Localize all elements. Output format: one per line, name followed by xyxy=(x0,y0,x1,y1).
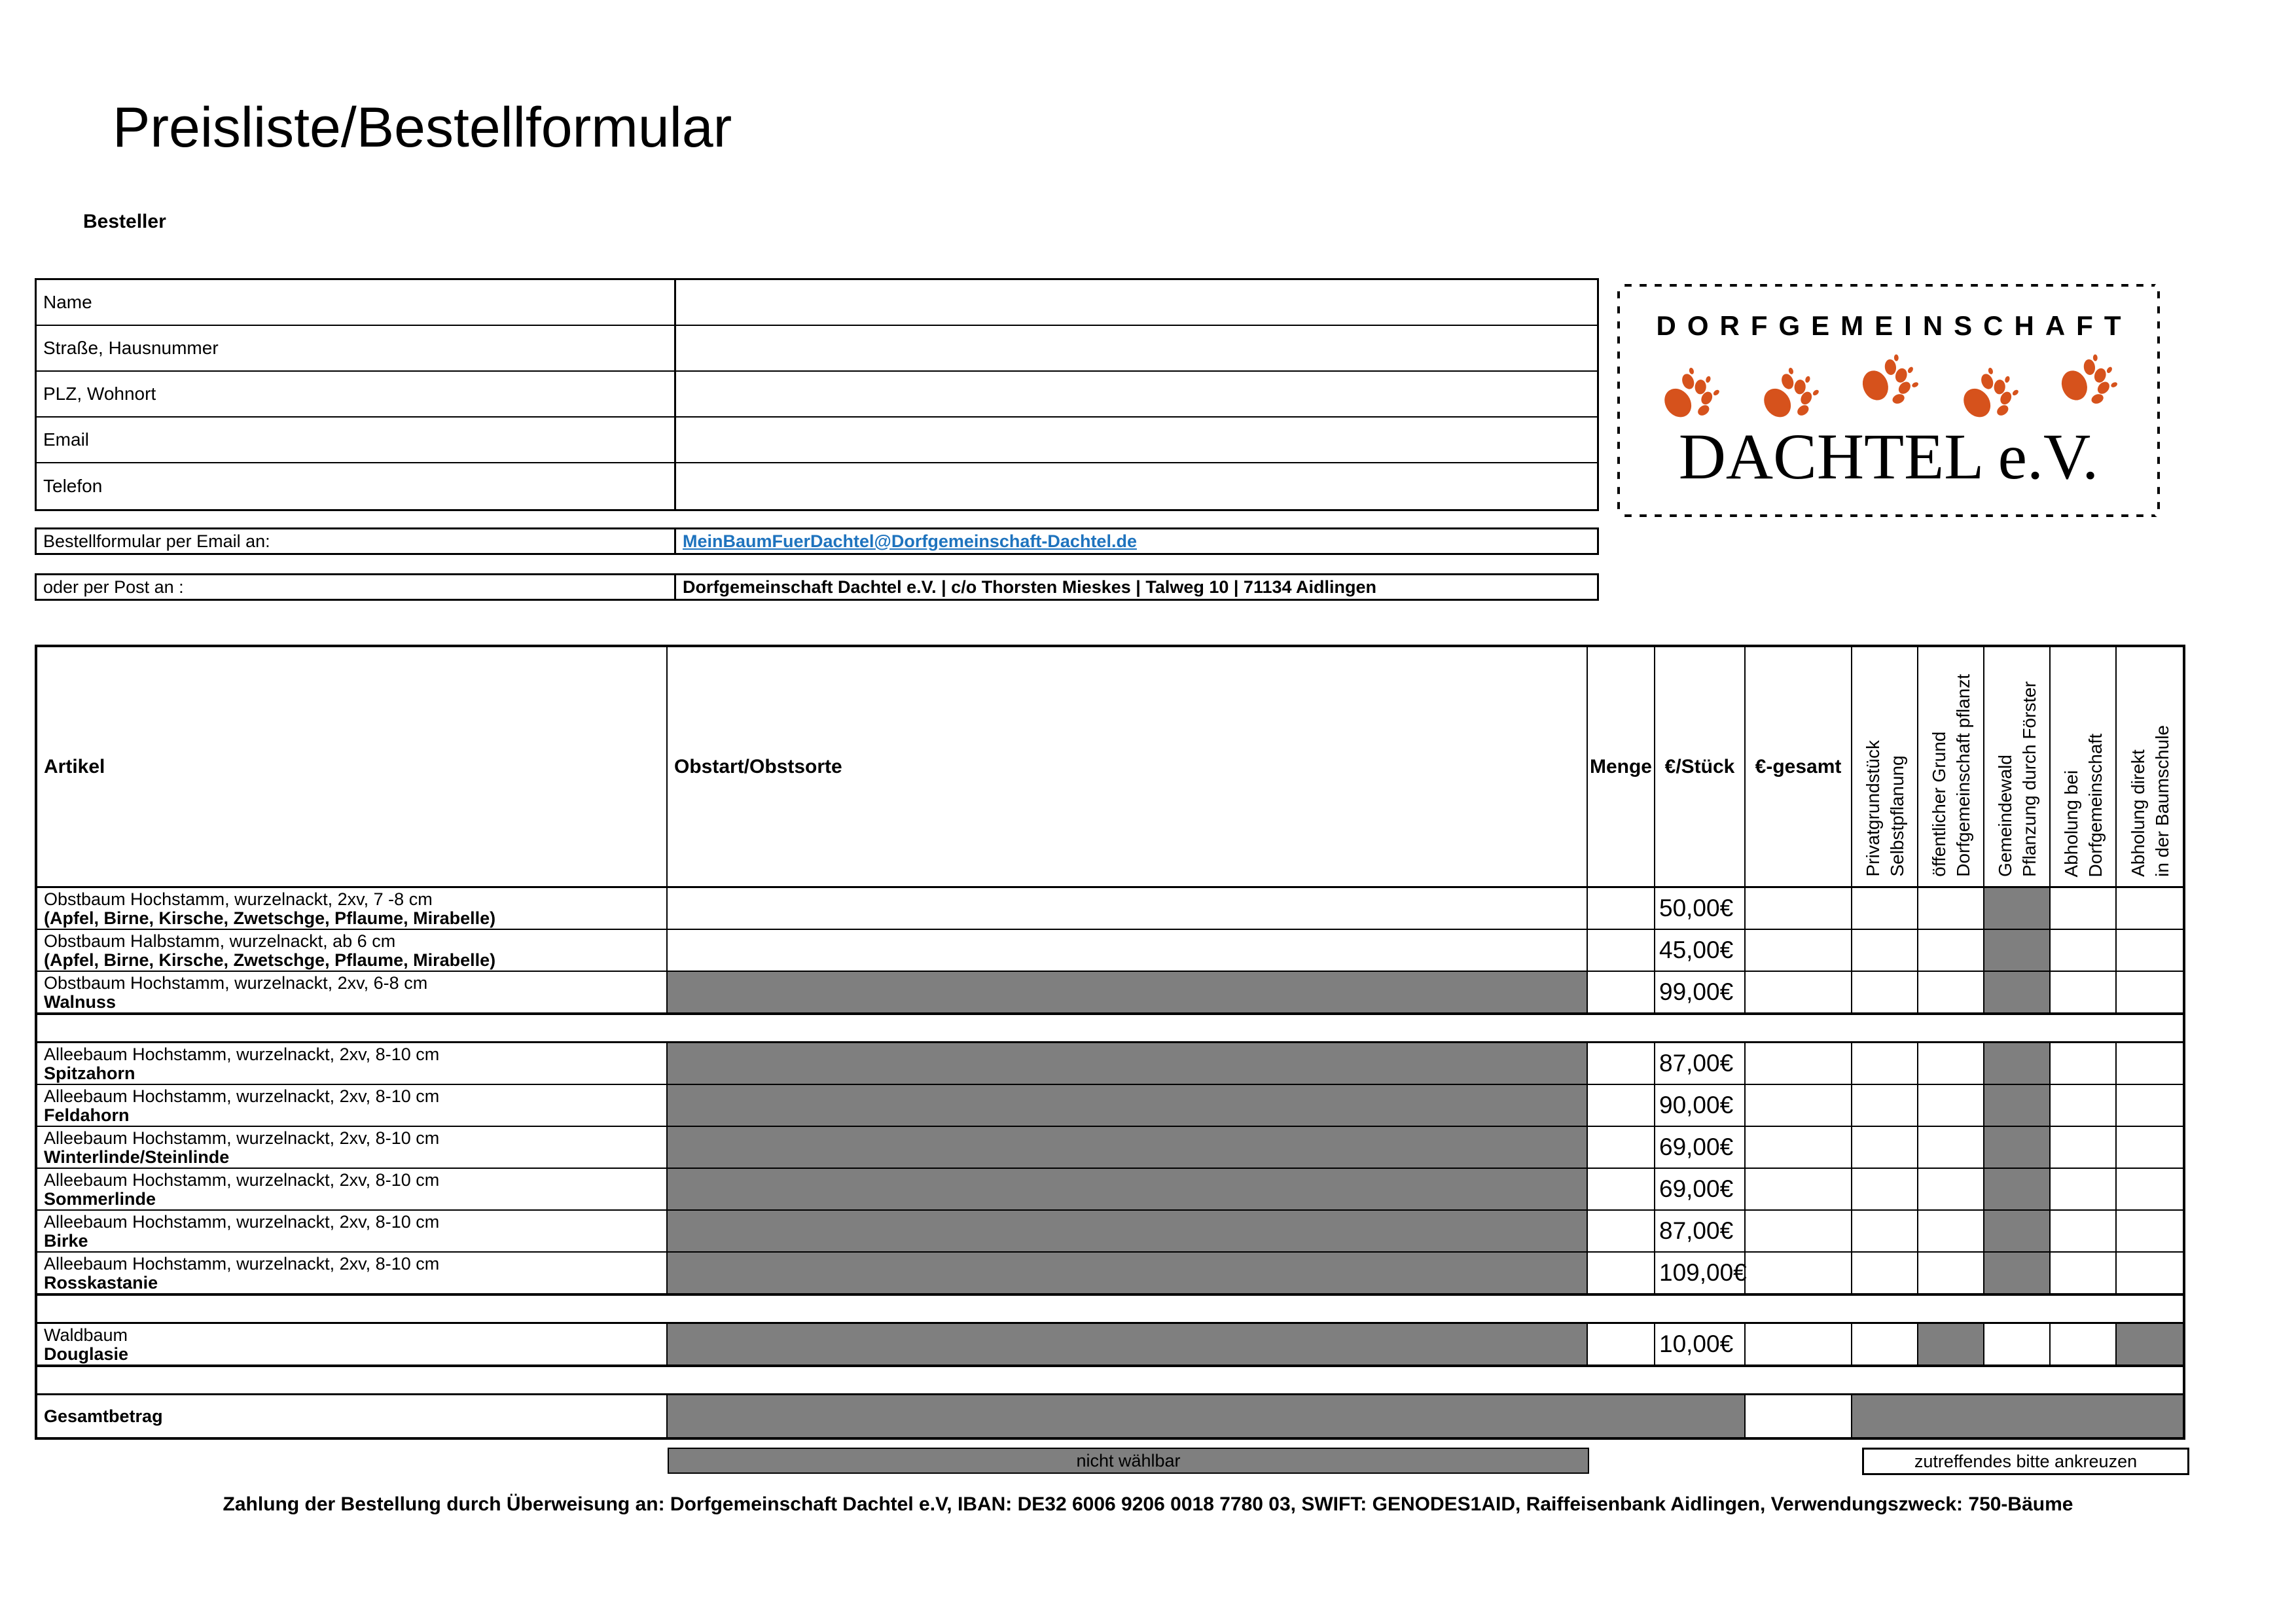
artikel-cell: Alleebaum Hochstamm, wurzelnackt, 2xv, 8-10 cm Sommerlinde xyxy=(37,1169,668,1211)
menge-input-cell[interactable] xyxy=(1588,930,1655,972)
obstsorte-cell xyxy=(668,1169,1588,1211)
option-checkbox-cell-1[interactable] xyxy=(1852,1211,1918,1253)
besteller-form-row xyxy=(37,326,1597,372)
option-checkbox-cell-1[interactable] xyxy=(1852,1127,1918,1169)
paw-print-icon xyxy=(1954,358,2023,427)
obstsorte-cell[interactable] xyxy=(668,888,1588,930)
option-checkbox-cell-4[interactable] xyxy=(2051,1043,2117,1085)
total-price-cell[interactable] xyxy=(1746,888,1852,930)
field-label-2: Straße, Hausnummer xyxy=(37,326,676,370)
section-gap-row xyxy=(37,1014,2183,1043)
total-price-cell[interactable] xyxy=(1746,1127,1852,1169)
artikel-cell: Alleebaum Hochstamm, wurzelnackt, 2xv, 8-10 cm Rosskastanie xyxy=(37,1253,668,1294)
column-header-preis-gesamt: €-gesamt xyxy=(1746,647,1852,888)
field-label-3: PLZ, Wohnort xyxy=(37,372,676,416)
option-checkbox-cell-4[interactable] xyxy=(2051,1169,2117,1211)
obstsorte-cell[interactable] xyxy=(668,930,1588,972)
option-checkbox-cell-3 xyxy=(1984,1169,2051,1211)
obstsorte-cell xyxy=(668,1127,1588,1169)
option-checkbox-cell-3 xyxy=(1984,930,2051,972)
total-price-cell[interactable] xyxy=(1746,1085,1852,1127)
column-header-option-1 xyxy=(1852,647,1918,888)
artikel-cell: Obstbaum Hochstamm, wurzelnackt, 2xv, 7 -8 cm (Apfel, Birne, Kirsche, Zwetschge, Pflaume, Mirabelle) xyxy=(37,888,668,930)
field-label-5: Telefon xyxy=(37,463,676,509)
option-checkbox-cell-2[interactable] xyxy=(1918,1127,1984,1169)
logo-org-name: DORFGEMEINSCHAFT xyxy=(1656,310,2132,341)
option-checkbox-cell-2[interactable] xyxy=(1918,1043,1984,1085)
obstsorte-cell xyxy=(668,1085,1588,1127)
paw-print-icon xyxy=(1754,358,1823,427)
option-checkbox-cell-5 xyxy=(2117,1324,2183,1366)
price-per-piece-cell: 10,00€ xyxy=(1655,1324,1746,1366)
option-checkbox-cell-2[interactable] xyxy=(1918,972,1984,1014)
option-checkbox-cell-3 xyxy=(1984,1211,2051,1253)
artikel-cell: Alleebaum Hochstamm, wurzelnackt, 2xv, 8-10 cm Feldahorn xyxy=(37,1085,668,1127)
stamp-perforation-top xyxy=(1613,279,2164,292)
total-price-cell[interactable] xyxy=(1746,972,1852,1014)
post-contact-value: Dorfgemeinschaft Dachtel e.V. | c/o Thorsten Mieskes | Talweg 10 | 71134 Aidlingen xyxy=(683,577,1377,597)
option-checkbox-cell-4[interactable] xyxy=(2051,972,2117,1014)
option-checkbox-cell-3[interactable] xyxy=(1984,1324,2051,1366)
email-contact-label: Bestellformular per Email an: xyxy=(37,529,676,553)
option-checkbox-cell-1[interactable] xyxy=(1852,1169,1918,1211)
option-checkbox-cell-3 xyxy=(1984,888,2051,930)
option-checkbox-cell-3 xyxy=(1984,1085,2051,1127)
email-link[interactable]: MeinBaumFuerDachtel@Dorfgemeinschaft-Dachtel.de xyxy=(683,531,1137,551)
total-price-cell[interactable] xyxy=(1746,1253,1852,1294)
obstsorte-cell xyxy=(668,1043,1588,1085)
option-checkbox-cell-2[interactable] xyxy=(1918,1085,1984,1127)
price-per-piece-cell: 109,00€ xyxy=(1655,1253,1746,1294)
option-checkbox-cell-1[interactable] xyxy=(1852,930,1918,972)
paw-print-icon xyxy=(2053,343,2123,414)
column-header-menge: Menge xyxy=(1588,647,1655,888)
price-per-piece-cell: 45,00€ xyxy=(1655,930,1746,972)
not-selectable-legend: nicht wählbar xyxy=(668,1448,1589,1474)
column-header-option-5 xyxy=(2117,647,2183,888)
paw-print-icon xyxy=(1853,343,1924,414)
option-header-text: Gemeindewald Pflanzung durch Förster xyxy=(1994,681,2039,877)
menge-input-cell[interactable] xyxy=(1588,1253,1655,1294)
menge-input-cell[interactable] xyxy=(1588,888,1655,930)
option-checkbox-cell-2[interactable] xyxy=(1918,888,1984,930)
total-amount-cell[interactable] xyxy=(1746,1395,1852,1437)
artikel-cell: Alleebaum Hochstamm, wurzelnackt, 2xv, 8-10 cm Birke xyxy=(37,1211,668,1253)
price-per-piece-cell: 87,00€ xyxy=(1655,1211,1746,1253)
price-per-piece-cell: 99,00€ xyxy=(1655,972,1746,1014)
field-input-1[interactable] xyxy=(676,280,1597,325)
column-header-artikel: Artikel xyxy=(37,647,668,888)
besteller-form-row xyxy=(37,280,1597,326)
menge-input-cell[interactable] xyxy=(1588,1324,1655,1366)
option-checkbox-cell-2 xyxy=(1918,1324,1984,1366)
option-checkbox-cell-3 xyxy=(1984,1253,2051,1294)
logo-village-name: DACHTEL e.V. xyxy=(1678,420,2099,493)
column-header-option-2 xyxy=(1918,647,1984,888)
option-checkbox-cell-2[interactable] xyxy=(1918,1253,1984,1294)
option-checkbox-cell-4[interactable] xyxy=(2051,1211,2117,1253)
option-checkbox-cell-2[interactable] xyxy=(1918,1169,1984,1211)
price-per-piece-cell: 90,00€ xyxy=(1655,1085,1746,1127)
option-checkbox-cell-5[interactable] xyxy=(2117,1169,2183,1211)
option-checkbox-cell-5[interactable] xyxy=(2117,1253,2183,1294)
besteller-form-row xyxy=(37,463,1597,509)
option-header-text: Abholung direkt in der Baumschule xyxy=(2127,725,2172,877)
price-per-piece-cell: 69,00€ xyxy=(1655,1127,1746,1169)
option-checkbox-cell-5[interactable] xyxy=(2117,1085,2183,1127)
paw-prints-row xyxy=(1620,352,2157,418)
total-price-cell[interactable] xyxy=(1746,1169,1852,1211)
column-header-option-3 xyxy=(1984,647,2051,888)
option-checkbox-cell-1[interactable] xyxy=(1852,1324,1918,1366)
field-label-1: Name xyxy=(37,280,676,325)
section-gap-row xyxy=(37,1294,2183,1324)
email-contact-row xyxy=(35,527,1599,555)
total-price-cell[interactable] xyxy=(1746,1211,1852,1253)
price-per-piece-cell: 87,00€ xyxy=(1655,1043,1746,1085)
price-per-piece-cell: 69,00€ xyxy=(1655,1169,1746,1211)
logo-stamp xyxy=(1617,284,2160,517)
artikel-cell: Alleebaum Hochstamm, wurzelnackt, 2xv, 8-10 cm Winterlinde/Steinlinde xyxy=(37,1127,668,1169)
option-checkbox-cell-1[interactable] xyxy=(1852,972,1918,1014)
artikel-cell: Alleebaum Hochstamm, wurzelnackt, 2xv, 8-10 cm Spitzahorn xyxy=(37,1043,668,1085)
column-header-option-4 xyxy=(2051,647,2117,888)
post-contact-label: oder per Post an : xyxy=(37,575,676,599)
menge-input-cell[interactable] xyxy=(1588,1211,1655,1253)
option-checkbox-cell-5[interactable] xyxy=(2117,930,2183,972)
menge-input-cell[interactable] xyxy=(1588,972,1655,1014)
menge-input-cell[interactable] xyxy=(1588,1085,1655,1127)
email-contact-value xyxy=(676,529,1597,553)
total-blocked-cell xyxy=(668,1395,1746,1437)
menge-input-cell[interactable] xyxy=(1588,1127,1655,1169)
besteller-form-table xyxy=(35,278,1599,511)
paw-print-icon xyxy=(1655,358,1724,427)
option-checkbox-cell-3 xyxy=(1984,972,2051,1014)
option-checkbox-cell-4[interactable] xyxy=(2051,1324,2117,1366)
artikel-cell: Waldbaum Douglasie xyxy=(37,1324,668,1366)
option-checkbox-cell-2[interactable] xyxy=(1918,930,1984,972)
field-input-5[interactable] xyxy=(676,463,1597,509)
obstsorte-cell xyxy=(668,1253,1588,1294)
option-checkbox-cell-1[interactable] xyxy=(1852,1253,1918,1294)
besteller-form-row xyxy=(37,418,1597,463)
option-checkbox-cell-1[interactable] xyxy=(1852,888,1918,930)
total-price-cell[interactable] xyxy=(1746,1043,1852,1085)
obstsorte-cell xyxy=(668,1211,1588,1253)
besteller-form-row xyxy=(37,372,1597,418)
option-checkbox-cell-1[interactable] xyxy=(1852,1085,1918,1127)
option-checkbox-cell-5[interactable] xyxy=(2117,1211,2183,1253)
field-input-4[interactable] xyxy=(676,418,1597,462)
field-label-4: Email xyxy=(37,418,676,462)
post-contact-row xyxy=(35,573,1599,601)
option-checkbox-cell-4[interactable] xyxy=(2051,1127,2117,1169)
total-label-cell: Gesamtbetrag xyxy=(37,1395,668,1437)
option-checkbox-cell-5[interactable] xyxy=(2117,888,2183,930)
option-header-text: öffentlicher Grund Dorfgemeinschaft pflanzt xyxy=(1928,674,1973,877)
payment-instructions: Zahlung der Bestellung durch Überweisung an: Dorfgemeinschaft Dachtel e.V, IBAN: DE32 6006 9206 0018 7780 03, SWIFT: GENODES1AID, Raiffeisenbank Aidlingen, Verwendungszweck: 750-Bäume xyxy=(223,1493,2073,1515)
section-gap-row xyxy=(37,1366,2183,1395)
obstsorte-cell xyxy=(668,972,1588,1014)
column-header-preis-stueck: €/Stück xyxy=(1655,647,1746,888)
option-checkbox-cell-3 xyxy=(1984,1127,2051,1169)
option-checkbox-cell-2[interactable] xyxy=(1918,1211,1984,1253)
artikel-cell: Obstbaum Halbstamm, wurzelnackt, ab 6 cm (Apfel, Birne, Kirsche, Zwetschge, Pflaume, Mirabelle) xyxy=(37,930,668,972)
option-checkbox-cell-3 xyxy=(1984,1043,2051,1085)
menge-input-cell[interactable] xyxy=(1588,1169,1655,1211)
order-price-table xyxy=(35,645,2185,1440)
column-header-obstsorte: Obstart/Obstsorte xyxy=(668,647,1588,888)
option-checkbox-cell-4[interactable] xyxy=(2051,1085,2117,1127)
page-title: Preisliste/Bestellformular xyxy=(113,96,732,159)
option-checkbox-cell-5[interactable] xyxy=(2117,972,2183,1014)
total-price-cell[interactable] xyxy=(1746,930,1852,972)
option-checkbox-cell-5[interactable] xyxy=(2117,1127,2183,1169)
total-options-blocked-cell xyxy=(1852,1395,2183,1437)
option-checkbox-cell-4[interactable] xyxy=(2051,930,2117,972)
menge-input-cell[interactable] xyxy=(1588,1043,1655,1085)
check-hint-legend: zutreffendes bitte ankreuzen xyxy=(1862,1448,2189,1475)
option-checkbox-cell-4[interactable] xyxy=(2051,1253,2117,1294)
option-header-text: Abholung bei Dorfgemeinschaft xyxy=(2060,733,2106,877)
stamp-perforation-bottom xyxy=(1613,509,2164,522)
field-input-2[interactable] xyxy=(676,326,1597,370)
total-price-cell[interactable] xyxy=(1746,1324,1852,1366)
field-input-3[interactable] xyxy=(676,372,1597,416)
price-per-piece-cell: 50,00€ xyxy=(1655,888,1746,930)
option-checkbox-cell-1[interactable] xyxy=(1852,1043,1918,1085)
artikel-cell: Obstbaum Hochstamm, wurzelnackt, 2xv, 6-8 cm Walnuss xyxy=(37,972,668,1014)
besteller-section-heading: Besteller xyxy=(83,211,166,232)
option-header-text: Privatgrundstück Selbstpflanung xyxy=(1862,740,1907,877)
option-checkbox-cell-4[interactable] xyxy=(2051,888,2117,930)
obstsorte-cell xyxy=(668,1324,1588,1366)
option-checkbox-cell-5[interactable] xyxy=(2117,1043,2183,1085)
